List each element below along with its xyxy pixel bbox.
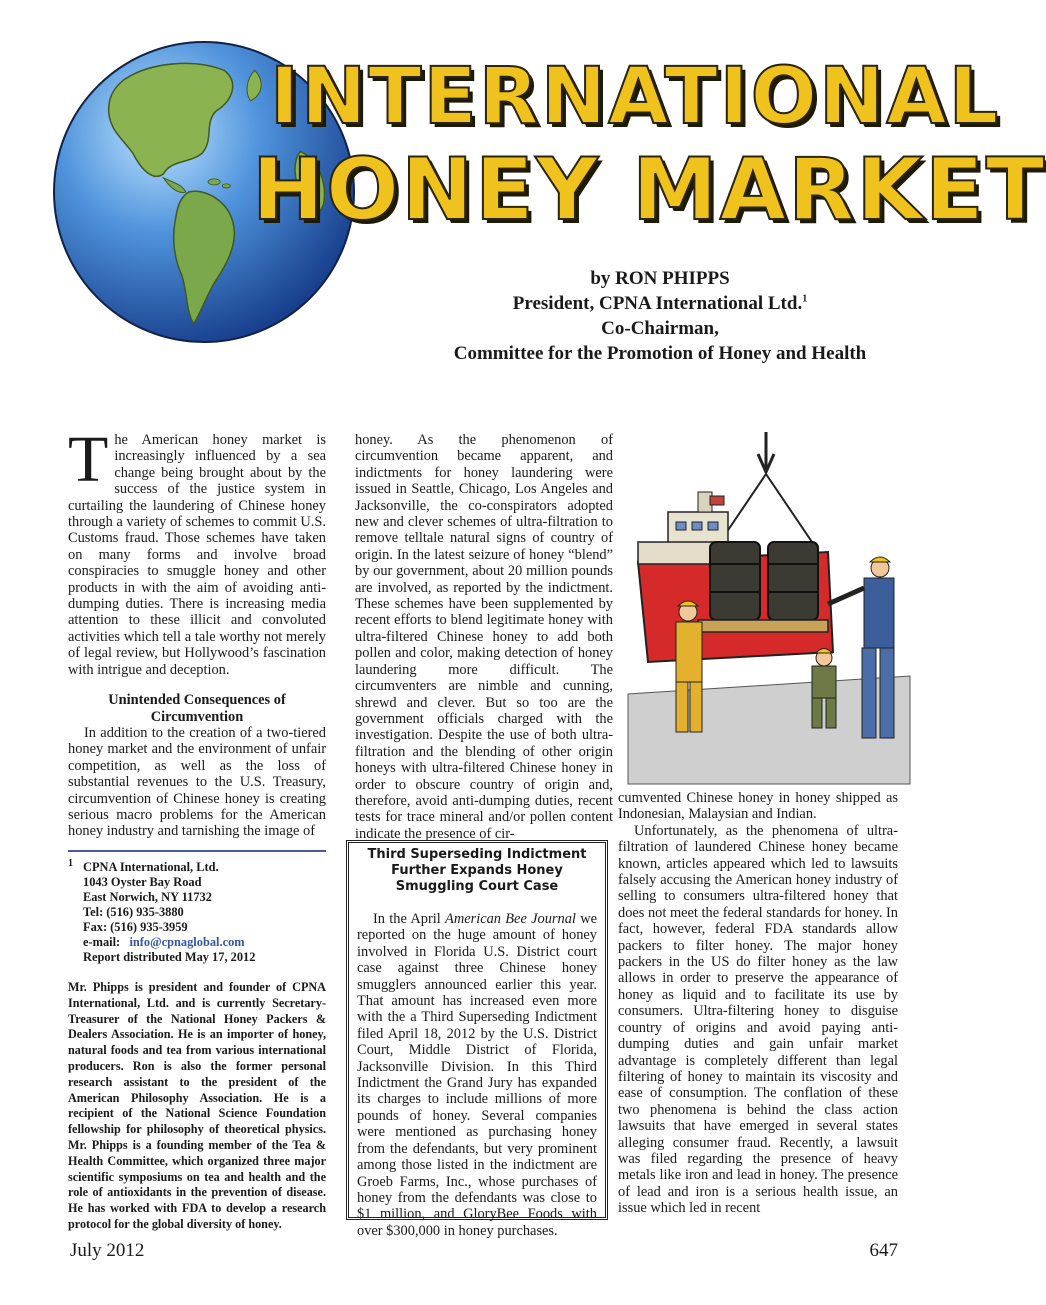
article-paragraph-4: cumvented Chinese honey in honey shipped as Indonesian, Malaysian and Indian.	[618, 790, 898, 823]
footnote-line: East Norwich, NY 11732	[83, 890, 212, 904]
article-column-1	[68, 423, 326, 840]
sidebar-body: In the April American Bee Journal we reported on the huge amount of honey involved in Florida U.S. District court case against three Chinese honey smugglers announced earlier this year. That amount has increased even more with the a Third Superseding Indictment filed April 18, 2012 by the U.S. District Court, Middle District of Florida, Jacksonville Division. In this Third Indictment the Grand Jury has expanded its charges to include millions of more pounds of honey. Several companies were mentioned as purchasing honey from the defendants, but very prominent among those listed in the indictment are Groeb Farms, Inc., whose purchases of honey from the defendants was close to $1 million, and GloryBee Foods with over $300,000 in honey purchases.	[357, 911, 597, 1239]
article-column-3	[618, 790, 898, 1217]
footnote-number: 1	[68, 858, 73, 869]
author-bio: Mr. Phipps is president and founder of CPNA International, Ltd. and is currently Secretary-Treasurer of the National Honey Packers & Dealers Association. He is an importer of honey, natural foods and tea from various international producers. Ron is also the former personal research assistant to the president of the American Philosophy Association. He is a recipient of the National Science Foundation fellowship for philosophy of theoretical physics. Mr. Phipps is a founding member of the Tea & Health Committee, which organized three major scientific symposiums on tea and health and the role of antioxidants in the prevention of disease. He has worked with FDA to develop a research protocol for the global diversity of honey.	[68, 980, 326, 1231]
byline-role-3: Committee for the Promotion of Honey and Health	[453, 343, 867, 364]
footnote-line: Fax: (516) 935-3959	[83, 920, 188, 934]
article-paragraph-2: In addition to the creation of a two-tiered honey market and the environment of unfair competition, as well as the loss of substantial revenues to the U.S. Treasury, circumvention of Chinese honey is creating serious macro problems for the American honey industry and tarnishing the image of	[68, 724, 326, 840]
email-link[interactable]: info@cpnaglobal.com	[129, 935, 245, 949]
section-subhead: Unintended Consequences of Circumvention	[108, 692, 286, 725]
page-number: 647	[869, 1240, 898, 1261]
sidebar-title: Third Superseding Indictment Further Expands Honey Smuggling Court Case	[367, 847, 587, 894]
footnote-distributed: Report distributed May 17, 2012	[83, 950, 256, 964]
title-line-1: INTERNATIONAL	[270, 52, 1001, 142]
footnote-divider	[68, 850, 326, 852]
sidebar-box	[346, 840, 608, 1239]
article-paragraph-5: Unfortunately, as the phenomena of ultra-filtration of laundered Chinese honey became known, articles appeared which led to lawsuits falsely accusing the American honey industry of selling to consumers ultra-filtered honey that does not meet the federal standards for honey. In fact, however, federal FDA standards allow packers to filter honey. The major honey packers in the US do filter honey as the law allows in order to preserve the appearance of honey as liquid and to facilitate its use by consumers. Ultra-filtering honey to disguise country of origins and avoid paying anti-dumping duties and gain unfair market advantage is completely different than legal filtering of honey to maintain its viscosity and ease of consumption. The conflation of these two phenomena is behind the class action lawsuits that have emerged in several states alleging consumer fraud. Recently, a lawsuit was filed regarding the presence of heavy metals like iron and lead in honey. The presence of lead and iron is a serious health issue, an issue which led in recent	[618, 822, 898, 1217]
footnote-line: Tel: (516) 935-3880	[83, 905, 184, 919]
byline-author: by RON PHIPPS	[590, 268, 730, 289]
article-intro-paragraph: The American honey market is increasingly influenced by a sea change being brought about by the success of the justice system in curtailing the laundering of Chinese honey through a variety of schemes to commit U.S. Customs fraud. Those schemes have taken on many forms and involve broad conspiracies to smuggle honey and other products in with the aim of avoiding anti-dumping duties. There is increasing media attention to these illicit and convoluted activities which tell a tale worthy not merely of legal review, but Hollywood’s fascination with intrigue and deception.	[68, 423, 326, 678]
issue-date: July 2012	[70, 1240, 145, 1261]
footnote	[68, 860, 330, 965]
footnote-line: 1043 Oyster Bay Road	[83, 875, 202, 889]
footnote-line: CPNA International, Ltd.	[83, 860, 219, 874]
ship-unloading-illustration	[628, 432, 910, 784]
article-column-2	[355, 432, 613, 842]
byline-role-1: President, CPNA International Ltd.$^1$	[512, 293, 808, 314]
title-line-2: HONEY MARKET	[252, 140, 1046, 240]
footnote-email-line: e-mail: info@cpnaglobal.com	[83, 935, 245, 949]
byline	[390, 266, 930, 366]
byline-role-2: Co-Chairman,	[601, 318, 719, 339]
dropcap: T	[68, 423, 109, 496]
byline-footnote-mark: 1	[802, 293, 808, 305]
article-paragraph-3: honey. As the phenomenon of circumvention became apparent, and indictments for honey laundering were issued in Seattle, Chicago, Los Angeles and Jacksonville, the co-conspirators adopted new and clever schemes of ultra-filtration to remove telltale natural signs of country of origin. In the latest seizure of honey “blend” by our government, about 20 million pounds are involved, as reported by the indictment. These schemes have been supplemented by recent efforts to blend legitimate honey with ultra-filtered Chinese honey to add both pollen and color, making detection of honey laundering more difficult. The circumventers are nimble and cunning, shrewd and clever. But so too are the government officials charged with the investigation. Despite the use of both ultra-filtration and the blending of other origin honeys with ultra-filtered Chinese honey in order to obscure country of origin and, therefore, avoid anti-dumping duties, recent tests for trace mineral and/or pollen content indicate the presence of cir-	[355, 432, 613, 842]
